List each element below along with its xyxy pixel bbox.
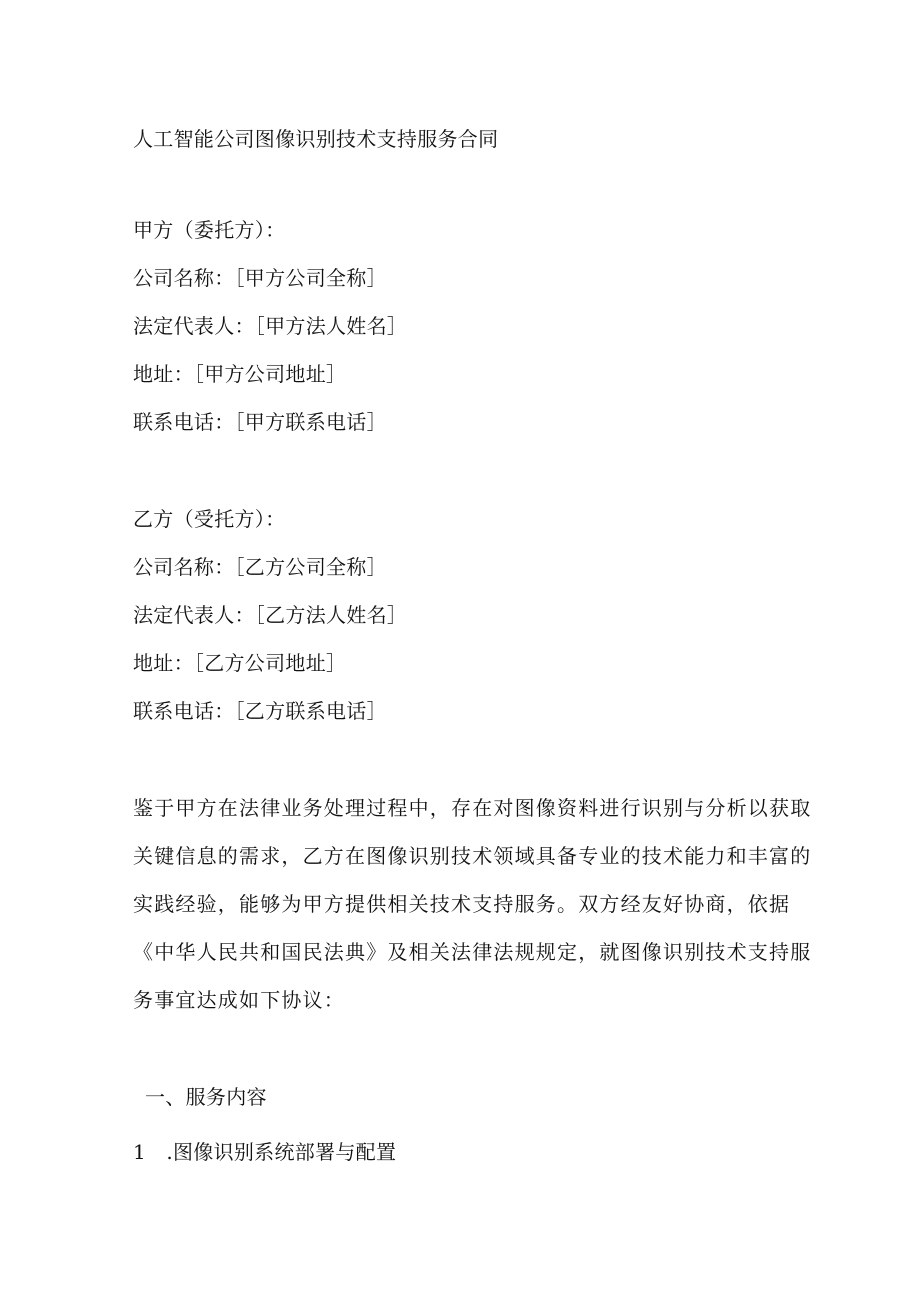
preamble-line: 鉴于甲方在法律业务处理过程中，存在对图像资料进行识别与分析以获取 (133, 796, 812, 820)
preamble-line: 务事宜达成如下协议： (133, 988, 345, 1012)
party-b-representative: 法定代表人：［乙方法人姓名］ (133, 603, 408, 627)
section-item: 1 .图像识别系统部署与配置 (133, 1140, 397, 1164)
preamble-line: 关键信息的需求，乙方在图像识别技术领域具备专业的技术能力和丰富的 (133, 844, 812, 868)
party-a-heading: 甲方（委托方）： (133, 218, 286, 242)
party-b-phone: 联系电话：［乙方联系电话］ (133, 699, 387, 723)
party-b-company: 公司名称：［乙方公司全称］ (133, 555, 387, 579)
preamble-line: 《中华人民共和国民法典》及相关法律法规规定，就图像识别技术支持服 (133, 940, 812, 964)
preamble-paragraph (133, 784, 812, 1024)
party-b-address: 地址：［乙方公司地址］ (133, 651, 347, 675)
section-heading: 一、服务内容 (145, 1085, 267, 1109)
party-b-heading: 乙方（受托方）： (133, 507, 286, 531)
party-a-phone: 联系电话：［甲方联系电话］ (133, 410, 387, 434)
party-a-representative: 法定代表人：［甲方法人姓名］ (133, 314, 408, 338)
party-a-company: 公司名称：［甲方公司全称］ (133, 266, 387, 290)
preamble-line: 实践经验，能够为甲方提供相关技术支持服务。双方经友好协商，依据 (133, 892, 791, 916)
party-a-address: 地址：［甲方公司地址］ (133, 362, 347, 386)
contract-title: 人工智能公司图像识别技术支持服务合同 (133, 127, 499, 151)
